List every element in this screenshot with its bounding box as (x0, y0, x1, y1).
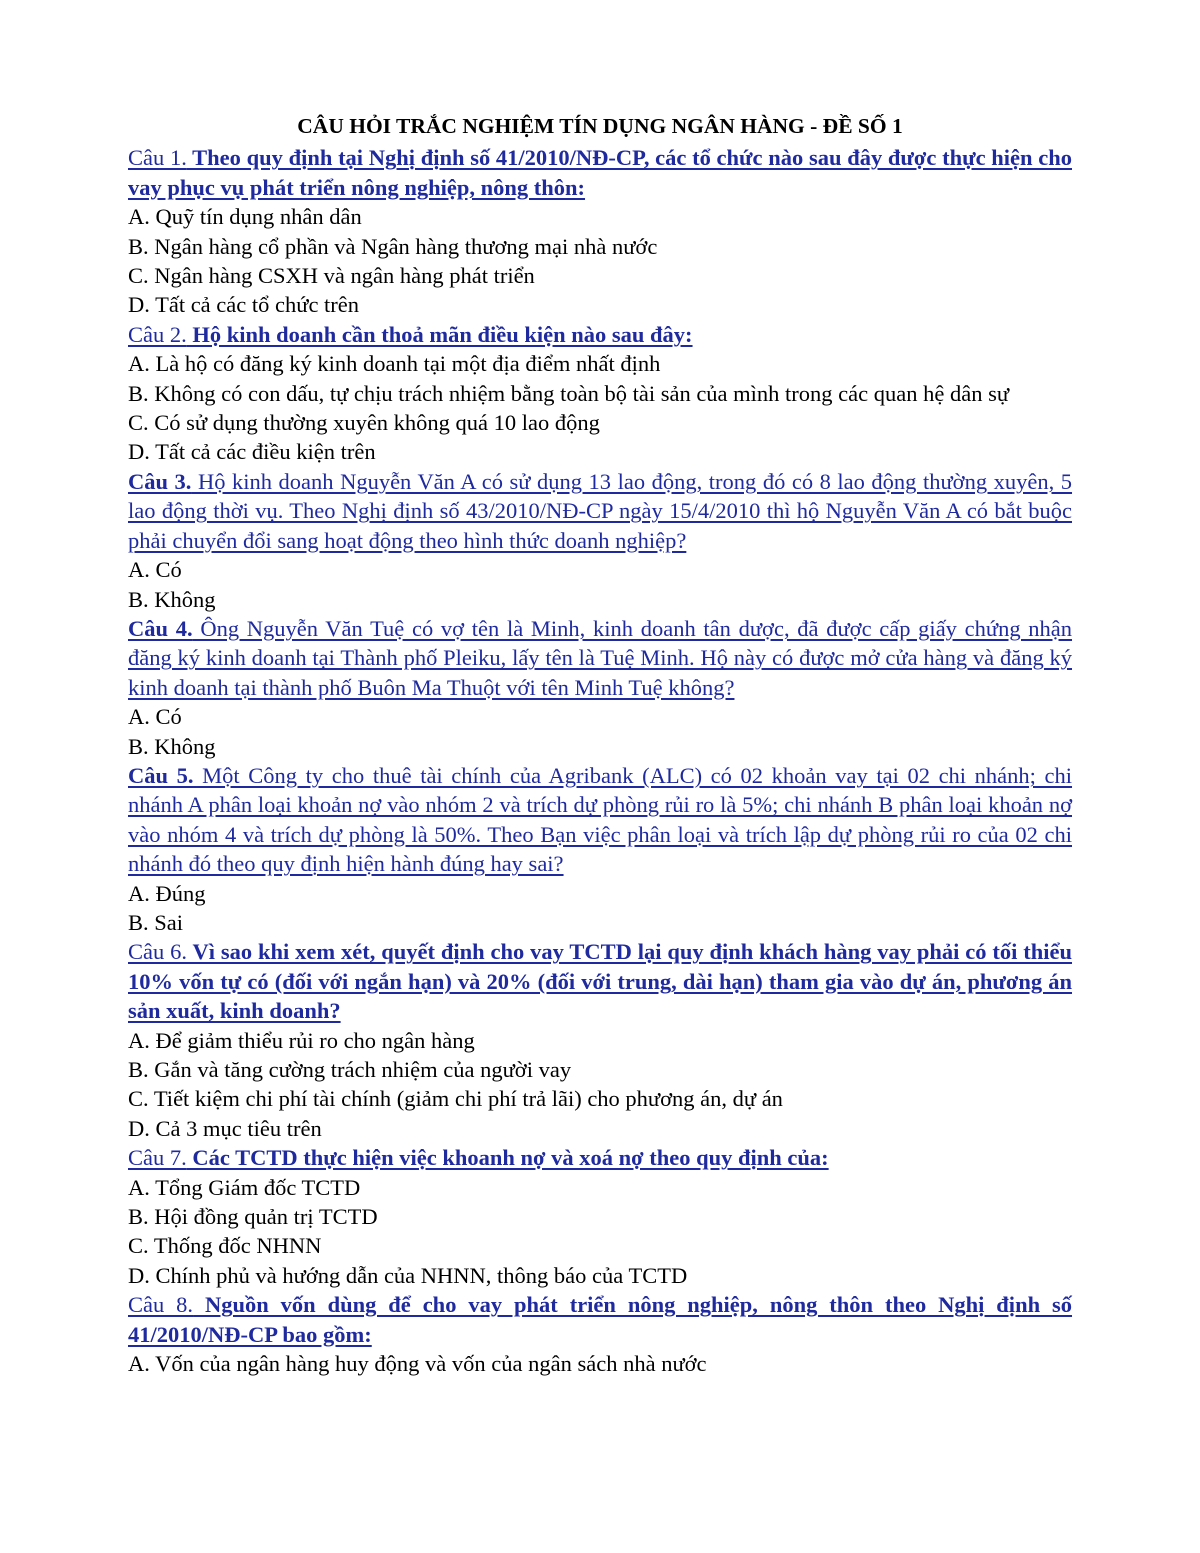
question-3 (128, 467, 1072, 555)
option-text: Cả 3 mục tiêu trên (149, 1115, 322, 1141)
question-text: Vì sao khi xem xét, quyết định cho vay TCTD lại quy định khách hàng vay phải có tối thiểu 10% vốn tự có (đối với ngắn hạn) và 20% (đối với trung, dài hạn) tham gia vào dự án, phương án sản xuất, kinh doanh? (128, 939, 1072, 1024)
option-text: Sai (148, 909, 184, 935)
question-7 (128, 1143, 1072, 1172)
document-title: CÂU HỎI TRẮC NGHIỆM TÍN DỤNG NGÂN HÀNG - ĐỀ SỐ 1 (297, 114, 903, 138)
option-letter: B. (128, 233, 149, 259)
option-text: Tất cả các điều kiện trên (149, 439, 376, 465)
option-6d (128, 1114, 1072, 1143)
option-text: Quỹ tín dụng nhân dân (149, 204, 362, 230)
option-2c (128, 408, 1072, 437)
option-1d (128, 290, 1072, 319)
option-1c (128, 261, 1072, 290)
option-6c (128, 1084, 1072, 1113)
question-1 (128, 143, 1072, 202)
option-2a (128, 349, 1072, 378)
option-letter: A. (128, 1174, 150, 1200)
option-letter: B. (128, 1057, 149, 1082)
option-letter: B. (128, 733, 149, 759)
question-text: Theo quy định tại Nghị định số 41/2010/NĐ-CP, các tổ chức nào sau đây được thực hiện cho vay phục vụ phát triển nông nghiệp, nông thôn: (128, 145, 1072, 200)
option-letter: A. (128, 880, 150, 906)
option-7d (128, 1261, 1072, 1290)
option-letter: D. (128, 1262, 150, 1288)
option-text: Không có con dấu, tự chịu trách nhiệm bằng toàn bộ tài sản của mình trong các quan hệ dân sự (148, 380, 1010, 406)
option-letter: B. (128, 1204, 149, 1230)
option-text: Có sử dụng thường xuyên không quá 10 lao động (148, 410, 600, 436)
option-text: Không (148, 733, 216, 759)
option-5a (128, 879, 1072, 908)
option-letter: C. (128, 263, 149, 289)
question-6 (128, 937, 1072, 1025)
question-4 (128, 614, 1072, 702)
question-label: Câu 1. (128, 145, 187, 171)
option-letter: A. (128, 351, 150, 377)
option-letter: A. (128, 704, 150, 730)
option-letter: D. (128, 292, 150, 318)
question-text: Hộ kinh doanh Nguyễn Văn A có sử dụng 13 lao động, trong đó có 8 lao động thường xuyên, 5 lao động thời vụ. Theo Nghị định số 43/2010/NĐ-CP ngày 15/4/2010 thì hộ Nguyễn Văn A có bắt buộc phải chuyển đổi sang hoạt động theo hình thức doanh nghiệp? (128, 468, 1073, 553)
option-7a (128, 1173, 1072, 1202)
option-text: Đúng (149, 880, 206, 906)
question-label: Câu 2. (128, 321, 187, 347)
question-5 (128, 761, 1072, 879)
question-text: Hộ kinh doanh cần thoả mãn điều kiện nào sau đây: (186, 321, 693, 347)
question-text: Ông Nguyễn Văn Tuệ có vợ tên là Minh, kinh doanh tân dược, đã được cấp giấy chứng nhận đăng ký kinh doanh tại Thành phố Pleiku, lấy tên là Tuệ Minh. Hộ này có được mở cửa hàng và đăng ký kinh doanh tại thành phố Buôn Ma Thuột với tên Minh Tuệ không? (128, 615, 1073, 700)
option-text: Có (149, 704, 182, 730)
option-letter: A. (128, 557, 150, 583)
option-text: Có (149, 557, 182, 583)
option-letter: D. (128, 439, 150, 465)
option-text: Tiết kiệm chi phí tài chính (giảm chi phí trả lãi) cho phương án, dự án (148, 1086, 783, 1112)
option-text: Chính phủ và hướng dẫn của NHNN, thông báo của TCTD (149, 1262, 688, 1288)
question-label: Câu 4. (128, 615, 193, 641)
question-text: Nguồn vốn dùng để cho vay phát triển nông nghiệp, nông thôn theo Nghị định số 41/2010/NĐ-CP bao gồm: (128, 1292, 1073, 1347)
option-3a (128, 555, 1072, 584)
option-7c (128, 1231, 1072, 1260)
option-text: Để giảm thiểu rủi ro cho ngân hàng (149, 1027, 475, 1053)
option-2b (128, 379, 1072, 408)
option-text: Gắn và tăng cường trách nhiệm của người vay (148, 1057, 572, 1082)
option-text: Ngân hàng cổ phần và Ngân hàng thương mại nhà nước (148, 233, 658, 259)
question-label: Câu 6. (128, 939, 187, 965)
question-8 (128, 1290, 1072, 1349)
option-letter: A. (128, 1027, 150, 1053)
question-label: Câu 5. (128, 762, 194, 788)
option-5b (128, 908, 1072, 937)
document-page (128, 112, 1072, 1378)
option-4a (128, 702, 1072, 731)
question-label: Câu 7. (128, 1145, 187, 1171)
option-1b (128, 232, 1072, 261)
option-letter: C. (128, 1233, 149, 1259)
option-letter: B. (128, 380, 149, 406)
option-letter: A. (128, 1351, 150, 1377)
question-text: Các TCTD thực hiện việc khoanh nợ và xoá nợ theo quy định của: (186, 1145, 829, 1171)
option-text: Vốn của ngân hàng huy động và vốn của ngân sách nhà nước (149, 1351, 707, 1377)
option-8a (128, 1349, 1072, 1378)
option-7b (128, 1202, 1072, 1231)
option-text: Là hộ có đăng ký kinh doanh tại một địa điểm nhất định (149, 351, 661, 377)
option-text: Tất cả các tổ chức trên (149, 292, 360, 318)
option-letter: A. (128, 204, 150, 230)
option-6b (128, 1055, 1072, 1084)
option-3b (128, 585, 1072, 614)
question-text: Một Công ty cho thuê tài chính của Agribank (ALC) có 02 khoản vay tại 02 chi nhánh; chi nhánh A phân loại khoản nợ vào nhóm 2 và trích dự phòng rủi ro là 5%; chi nhánh B phân loại khoản nợ vào nhóm 4 và trích dự phòng là 50%. Theo Bạn việc phân loại và trích lập dự phòng rủi ro của 02 chi nhánh đó theo quy định hiện hành đúng hay sai? (128, 762, 1073, 877)
option-letter: B. (128, 909, 149, 935)
option-letter: C. (128, 1086, 149, 1112)
question-2 (128, 320, 1072, 349)
option-6a (128, 1026, 1072, 1055)
option-2d (128, 437, 1072, 466)
option-letter: D. (128, 1115, 150, 1141)
option-letter: C. (128, 410, 149, 436)
option-text: Ngân hàng CSXH và ngân hàng phát triển (148, 263, 535, 289)
option-1a (128, 202, 1072, 231)
option-text: Tổng Giám đốc TCTD (149, 1174, 361, 1200)
question-label: Câu 8. (128, 1292, 194, 1318)
option-text: Hội đồng quản trị TCTD (148, 1204, 378, 1230)
option-text: Không (148, 586, 216, 612)
option-4b (128, 732, 1072, 761)
option-letter: B. (128, 586, 149, 612)
option-text: Thống đốc NHNN (148, 1233, 322, 1259)
question-label: Câu 3. (128, 468, 192, 494)
